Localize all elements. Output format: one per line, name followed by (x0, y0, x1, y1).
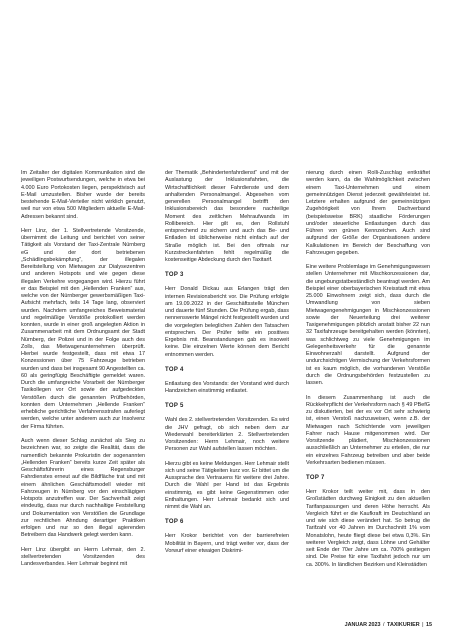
text-column-1 (21, 170, 145, 576)
paragraph: Herr Krokor berichtet von der barrierefreien Mobilität in Bayern, und trägt weiter vor, dass der Vorwurf einer etwaigen Diskrimi- (165, 533, 289, 554)
footer-page-number: 15 (426, 622, 432, 628)
paragraph: In diesem Zusammenhang ist auch die Rückkehrpflicht der Verkehrsform nach § 49 PBefG zu diskutierten, bei der es vor Ort sehr schwierig ist, einen Verstoß nachzuweisen, wenn z.B. der Mietwagen nach Schichtende vom jeweiligen Fahrer nach Hause mitgenommen wird. Der Vorsitzende plädiert, Mischkonzessionen ausschließlich an Unternehmer zu erteilen, die nur ein einzelnes Fahrzeug betreiben und aber beide Verkehrsarten bedienen müssen. (306, 394, 430, 466)
section-heading: TOP 5 (165, 403, 184, 410)
paragraph: Herr Donald Dickau aus Erlangen trägt den internen Revisionsbericht vor. Die Prüfung erfolgte am 19.09.2022 in der Geschäftsstelle München und dauerte fünf Stunden. Die Prüfung ergab, dass nennenswerte Mängel nicht festgestellt wurden und die vorgelegten beleglichen Zahlen den Tatsachen entsprechen. Der Prüfer teilte ein positives Ergebnis mit. Beanstandungen gab es insoweit keine. Die einzelnen Werte können dem Bericht entnommen werden. (165, 286, 289, 358)
paragraph: Hierzu gibt es keine Meldungen. Herr Lehmair stellt sich und seine Tätigkeiten kurz vor. Er bittet um die Aussprache des Vertrauens für weitere drei Jahre. Durch die Wahl per Hand ist das Ergebnis einstimmig, es gibt keine Gegenstimmen oder Enthaltungen. Herr Lehmair bedankt sich und nimmt die Wahl an. (165, 460, 289, 511)
text-column-3 (306, 170, 430, 576)
footer-issue: JANUAR 2023 (344, 622, 381, 628)
section-heading: TOP 4 (165, 366, 184, 373)
section-heading: TOP 6 (165, 519, 184, 526)
paragraph: nierung durch einen Rolli-Zuschlag entkräftet werden kann, da die Wahlmöglichkeit zwischen einem Taxi-Unternehmen und einem gemeinnützigen Dienst jederzeit gewährleistet ist. Letztere erhalten aufgrund der gemeinnützigen Zugehörigkeit von Ihrem Dachverband (beispielsweise BRK) staatliche Förderungen und/oder steuerliche Entlastungen durch das Führen von grünen Kennzeichen. Auch sind aufgrund der Größe der Organisationen andere Kalkulationen im Bereich der Beschaffung von Fahrzeugen gegeben. (306, 170, 430, 256)
paragraph: der Thematik „Behindertenfahrdienst“ und mit der Auslastung der Inklusionsfahrten, die Wirtschaftlichkeit dieser Fahrdienste und dem anhaltenden Personalmangel. Abgesehen vom generellen Personalmangel betrifft den Inklusionsbereich das besondere nachteilige Moment des zeitlichen Mehraufwands im Rollibereich. Hier gilt es, den Rollstuhl entsprechend zu sichern und auch das Be- und Entladen ist üblicherweise nicht einfach auf der Straße möglich ist. Bei den oftmals nur Kurzstreckenfahrten fehlt regelmäßig die kostenseitige Abdeckung durch den Taxitarif. (165, 170, 289, 263)
footer-separator: / (383, 622, 385, 628)
footer-magazine: TAXIKURIER (387, 622, 420, 628)
paragraph: Herr Krokor teilt weiter mit, dass in den Großstädten durchweg Einigkeit zu den aktuellen Tarifanpassungen und deren Höhe herrscht. Als Vergleich führt er die Kaufkraft im Deutschland an und wie sich diese verändert hat. So betrug die Tarifzahl vor 40 Jahren im Durchschnitt 1% vom Monatslohn, heute fliegt diese bei etwa 0,3%. Ein weiterer Vergleich zeigt, dass Löhne und Gehälter seit Ende der 70er Jahre um ca. 700% gestiegen sind. Die Preise für eine Taxifahrt jedoch nur um ca. 300%. In ländlichen Bezirken und Kleinstädten (306, 489, 430, 568)
footer-page-separator: | (422, 622, 424, 628)
paragraph: Entlastung des Vorstands: der Vorstand wird durch Handzeichen einstimmig entlastet. (165, 380, 289, 394)
page-footer (345, 622, 432, 629)
paragraph: Wahl des 2. stellvertretenden Vorsitzenden. Es wird die JHV gefragt, ob sich neben dem zur Wiederwahl bereiterklärten 2. Stellvertretenden Vorsitzenden: Herrn Lehmair, noch weitere Personen zur Wahl aufstellen lassen möchten. (165, 417, 290, 453)
paragraph: Im Zeitalter der digitalen Kommunikation sind die jeweiligen Postwurfsendungen, welche in etwa bei 4.000 Euro Portokosten liegen, perspektivisch auf E-Mail umzustellen. Bisher wurde der bereits bestehende E-Mail-Verteiler nicht wirklich genutzt, weil nur von etwa 500 Mitgliedern aktuelle E-Mail-Adressen bekannt sind. (21, 170, 145, 220)
section-heading: TOP 7 (306, 475, 325, 482)
section-heading: TOP 3 (165, 272, 184, 279)
paragraph: Auch wenn dieser Schlag zunächst als Sieg zu bezeichnen war, so zeigte die Realität, dass die namentlich bekannte Prokuristin der sogenannten „Hellenden Franken“ bereits kurze Zeit später als Geschäftsführerin eines Regensburger Fahrdienstes erneut auf die Bildfläche trat und mit einem ähnlichen Geschäftsmodell wieder mit Fahrzeugen in Nürnberg vor den einschlägigen Hotspots anzutreffen war. Der Sachverhalt zeigt eindeutig, dass nur durch nachhaltige Feststellung und Dokumentation von Verstößen die Grundlage zur rechtlichen Ahndung derartiger Praktiken erfolgen und nur so den illegal agierenden Betreibern das Handwerk gelegt werden kann. (21, 438, 145, 539)
paragraph: Herr Linz, der 1. Stellvertretende Vorsitzende, übernimmt die Leitung und berichtet von seiner Tätigkeit als Vorstand der Taxi-Zentrale Nürnberg eG und der dort betriebenen „Schädlingsbekämpfung“, der illegalen Bereitstellung von Mietwagen zur Dialysezentren und anderen Hotspots und wie gegen diese illegalen Verkehre vorgegangen wird. Hierzu führt er das Beispiel mit den „Hellenden Franken“ aus, welche von der Nürnberger gewerbsmäßigen Taxi-Aufsicht mehrfach, teils 14 Tage lang, observiert wurden. Nachdem umfangreiches Beweismaterial und regelmäßige Verstöße protokolliert werden konnten, wurde in einer groß angelegten Aktion in Zusammenarbeit mit dem Ordnungsamt der Stadt Nürnberg, der Polizei und in der Folge auch des Zolls, das Mietwagenunternehmen überprüft. Hierbei wurde festgestellt, dass mit etwa 17 Konzessionen über 75 Fahrzeuge betrieben wurden und dass bei insgesamt 90 Angestellten ca. 60 als geringfügig Beschäftigte gemeldet waren. Durch die umfangreiche Vorarbeit der Nürnberger Taxikollegen vor Ort sowie der aufgedeckten Verstößen durch die genannten Prüfbehörden, konnten dem Unternehmen „Hellende Franken“ erhebliche gerichtliche Verfahrensstrafen auferlegt werden, welche unter anderem auch zur Insolvenz der Firma führten. (21, 227, 145, 430)
paragraph: Eine weitere Problemlage im Genehmigungswesen stellen Unternehmer mit Mischkonzessionen dar, die ungebungstatbeständlich beantragt werden. Am Beispiel einer oberbayerischen Kreisstadt mit etwa 25.000 Einwohnern zeigt sich, dass durch die Umwandlung von sieben Mietwagengenehmigungen in Mischkonzessionen sowie der Neuerteilung drei weiterer Taxigenehmigungen plötzlich anstatt bisher 22 nun 32 Taxifahrzeuge bereitgehalten werden (könnten), was schlichtweg zu viele Genehmigungen im Gelegenheitsverkehr für die genannte Einwohnerzahl darstellt. Aufgrund der undurchsichtigen Vermischung der Verkehrsformen ist es kaum möglich, die vorhandenen Verstöße durch die Ordnungsbehörden festzustellen zu lassen. (306, 264, 430, 387)
text-column-2 (165, 170, 289, 562)
paragraph: Herr Linz übergibt an Herrn Lehmair, den 2. stellvertretenden Vorsitzenden des Landesverbandes. Herr Lehmair beginnt mit (21, 546, 145, 568)
